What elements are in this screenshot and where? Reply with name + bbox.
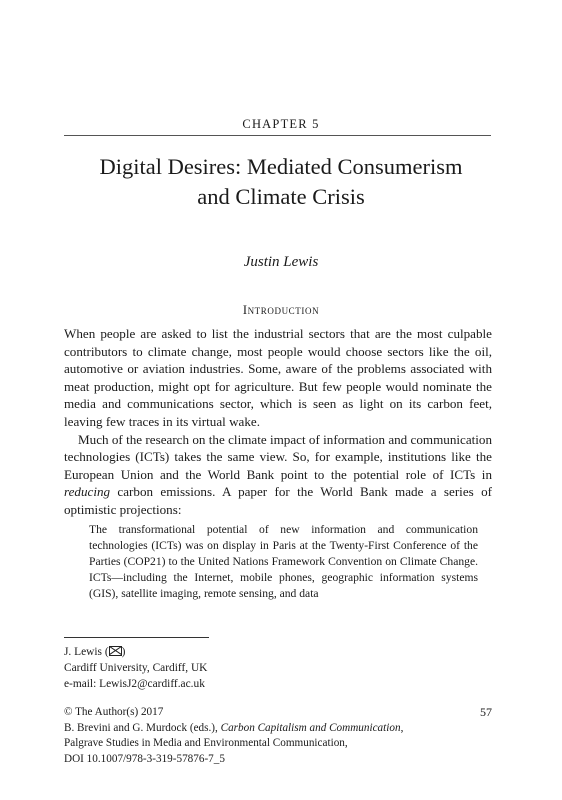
footnote-author: J. Lewis ( (64, 646, 109, 658)
citation-comma: , (400, 721, 404, 734)
copyright-line: © The Author(s) 2017 (64, 706, 164, 718)
citation-line (64, 721, 492, 737)
author-footnote (64, 644, 207, 692)
doi-line: DOI 10.1007/978-3-319-57876-7_5 (64, 752, 225, 765)
chapter-rule (64, 135, 491, 136)
section-heading: Introduction (242, 303, 320, 317)
paragraph-2-text-b: carbon emissions. A paper for the World Bank made a series of optimistic projections: (64, 484, 492, 517)
footnote-rule (64, 637, 209, 638)
footnote-author-line (64, 644, 207, 660)
block-quote-text: The transformational potential of new information and communication technologies (ICTs) was on display in Paris at the Twenty-First Conference of the Parties (COP21) to the United Nations Framework Convention on Climate Change. ICTs—including the Internet, mobile phones, geographic information systems (GIS), satellite imaging, remote sensing, and data (89, 523, 478, 600)
footnote-affiliation: Cardiff University, Cardiff, UK (64, 662, 208, 674)
author-name: Justin Lewis (243, 254, 319, 270)
paragraph-2-emphasis: reducing (64, 484, 111, 500)
series-line: Palgrave Studies in Media and Environmental Communication, (64, 737, 348, 750)
envelope-icon (109, 646, 122, 656)
page-number: 57 (480, 705, 492, 719)
footnote-email: e-mail: LewisJ2@cardiff.ac.uk (64, 678, 205, 690)
copyright-block (64, 705, 492, 767)
body-text (64, 325, 492, 519)
paragraph-1: When people are asked to list the industrial sectors that are the most culpable contributors to climate change, most people would choose sectors like the oil, automotive or aviation industries. Some, aware of the problems associated with meat production, might opt for agriculture. But few people would nominate the media and communications sector, which is seen as light on its carbon feet, leaving few traces in its virtual wake. (64, 326, 492, 429)
chapter-title-line-1: Digital Desires: Mediated Consumerism (99, 154, 463, 179)
chapter-label: CHAPTER 5 (242, 117, 320, 131)
paragraph-2 (64, 431, 492, 519)
chapter-title-line-2: and Climate Crisis (197, 184, 365, 209)
chapter-title (40, 152, 522, 212)
block-quote (89, 522, 478, 602)
footnote-author-close: ) (121, 646, 126, 658)
citation-editors: B. Brevini and G. Murdock (eds.), (64, 721, 221, 734)
paragraph-2-text-a: Much of the research on the climate impact of information and communication technologies (ICTs) takes the same view. So, for example, institutions like the European Union and the World Bank point to the potential role of ICTs in (64, 431, 492, 482)
citation-book-title: Carbon Capitalism and Communication (220, 721, 401, 734)
